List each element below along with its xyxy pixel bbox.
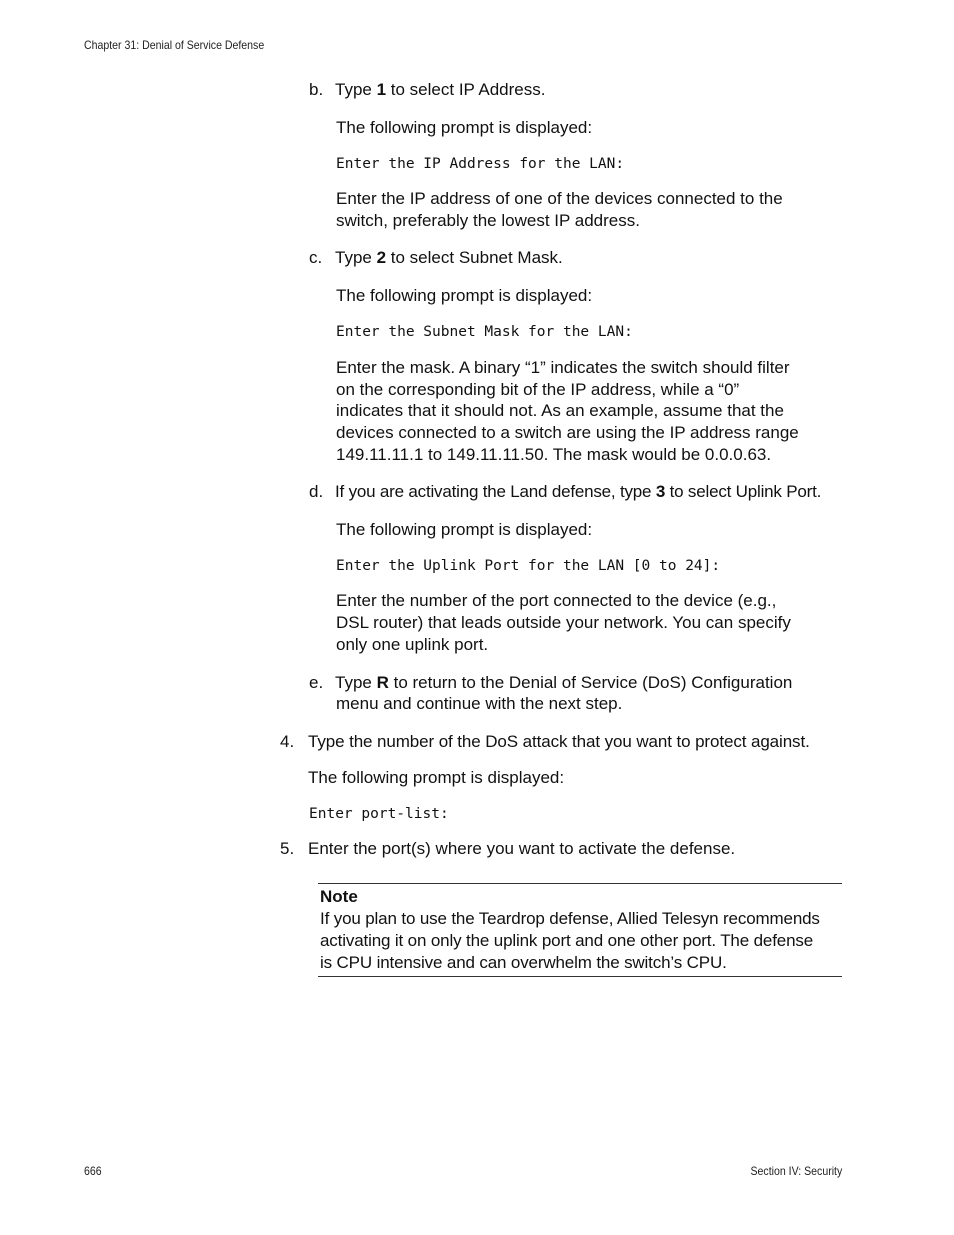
step-e-instruction-line-2: menu and continue with the next step. [336, 694, 623, 713]
step-d-desc-line-1: Enter the number of the port connected to the device (e.g., [336, 591, 777, 610]
step-e-instruction: Type R to return to the Denial of Service (DoS) Configuration [335, 673, 793, 692]
step-c-instruction: Type 2 to select Subnet Mask. [335, 248, 563, 267]
step-b-instruction: Type 1 to select IP Address. [335, 80, 546, 99]
step-b-desc-line-1: Enter the IP address of one of the devices connected to the [336, 189, 783, 208]
step-c-desc-line-2: on the corresponding bit of the IP address, while a “0” [336, 380, 740, 399]
step-b-prompt-code: Enter the IP Address for the LAN: [336, 156, 625, 172]
step-label-c: c. [309, 248, 323, 267]
section-footer: Section IV: Security [750, 1164, 842, 1178]
step-e-key: R [376, 673, 389, 692]
note-line-3: is CPU intensive and can overwhelm the switch’s CPU. [320, 953, 727, 972]
step-c-prompt-intro: The following prompt is displayed: [336, 286, 593, 305]
note-title: Note [320, 887, 358, 906]
step-c-key: 2 [376, 248, 387, 267]
step-label-e: e. [309, 673, 324, 692]
note-line-2: activating it on only the uplink port and one other port. The defense [320, 931, 814, 950]
step-5-instruction: Enter the port(s) where you want to activate the defense. [308, 839, 736, 858]
step-d-desc-line-2: DSL router) that leads outside your network. You can specify [336, 613, 791, 632]
step-4-prompt-intro: The following prompt is displayed: [308, 768, 565, 787]
step-c-desc-line-5: 149.11.11.1 to 149.11.11.50. The mask would be 0.0.0.63. [336, 445, 772, 464]
step-label-5: 5. [280, 839, 295, 858]
step-b-key: 1 [376, 80, 387, 99]
running-header: Chapter 31: Denial of Service Defense [84, 38, 265, 52]
step-b-prompt-intro: The following prompt is displayed: [336, 118, 593, 137]
step-d-desc-line-3: only one uplink port. [336, 635, 489, 654]
note-box [318, 883, 842, 977]
step-d-key: 3 [655, 482, 666, 501]
step-c-desc-line-3: indicates that it should not. As an example, assume that the [336, 401, 784, 420]
step-d-prompt-code: Enter the Uplink Port for the LAN [0 to 24]: [336, 558, 721, 574]
step-4-prompt-code: Enter port-list: [309, 806, 449, 822]
step-label-b: b. [309, 80, 324, 99]
step-label-4: 4. [280, 732, 295, 751]
step-c-desc-line-4: devices connected to a switch are using the IP address range [336, 423, 799, 442]
step-c-desc-line-1: Enter the mask. A binary “1” indicates the switch should filter [336, 358, 790, 377]
page-number: 666 [84, 1164, 102, 1178]
note-line-1: If you plan to use the Teardrop defense, Allied Telesyn recommends [320, 909, 820, 928]
step-4-instruction: Type the number of the DoS attack that you want to protect against. [308, 732, 810, 751]
step-d-instruction: If you are activating the Land defense, type 3 to select Uplink Port. [335, 482, 822, 501]
step-c-prompt-code: Enter the Subnet Mask for the LAN: [336, 324, 633, 340]
step-b-desc-line-2: switch, preferably the lowest IP address. [336, 211, 640, 230]
step-label-d: d. [309, 482, 324, 501]
step-d-prompt-intro: The following prompt is displayed: [336, 520, 593, 539]
